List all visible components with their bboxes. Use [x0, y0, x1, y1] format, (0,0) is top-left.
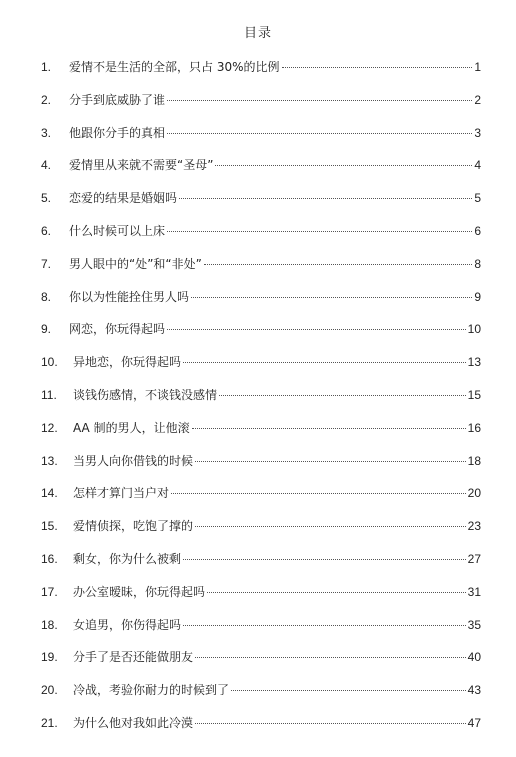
- toc-dot-leader: [195, 460, 466, 462]
- toc-entry-title: 剩女，你为什么被剩: [73, 551, 182, 566]
- toc-list: [41, 56, 481, 745]
- toc-entry-title: 谈钱伤感情，不谈钱没感情: [73, 387, 218, 402]
- toc-entry-number: 9.: [41, 322, 52, 337]
- toc-dot-leader: [282, 66, 473, 68]
- toc-dot-leader: [167, 132, 472, 134]
- toc-entry-page-number: 4: [474, 158, 481, 173]
- toc-entry-number: 18.: [41, 617, 58, 632]
- toc-entry-title: 你以为性能拴住男人吗: [69, 289, 190, 304]
- toc-dot-leader: [183, 361, 466, 363]
- toc-entry-title: AA 制的男人，让他滚: [73, 420, 190, 435]
- toc-title: 目录: [243, 26, 272, 41]
- toc-entry-number: 21.: [41, 715, 58, 730]
- toc-entry-number: 11.: [41, 387, 57, 402]
- toc-dot-leader: [179, 197, 472, 199]
- toc-entry-number: 14.: [41, 486, 58, 501]
- toc-entry-page-number: 13: [467, 355, 481, 370]
- toc-entry-page-number: 3: [474, 125, 481, 140]
- toc-dot-leader: [219, 394, 466, 396]
- toc-entry[interactable]: [41, 679, 481, 712]
- toc-entry[interactable]: [41, 646, 481, 679]
- toc-entry-title: 女追男，你伤得起吗: [73, 617, 182, 632]
- toc-entry-number: 13.: [41, 453, 58, 468]
- toc-entry[interactable]: [41, 122, 481, 155]
- toc-entry-title: 恋爱的结果是婚姻吗: [69, 191, 178, 206]
- toc-entry-page-number: 18: [467, 453, 481, 468]
- toc-entry-title: 怎样才算门当户对: [73, 486, 170, 501]
- toc-entry-page-number: 2: [474, 92, 481, 107]
- toc-entry[interactable]: [41, 286, 481, 319]
- toc-entry-title: 爱情侦探，吃饱了撑的: [73, 519, 194, 534]
- toc-entry-number: 19.: [41, 650, 58, 665]
- toc-dot-leader: [215, 164, 472, 166]
- toc-entry-number: 7.: [41, 256, 52, 271]
- toc-entry-number: 8.: [41, 289, 52, 304]
- toc-entry-number: 16.: [41, 551, 58, 566]
- toc-entry-page-number: 16: [467, 420, 481, 435]
- toc-entry[interactable]: [41, 154, 481, 187]
- toc-entry-title: 分手到底威胁了谁: [69, 92, 166, 107]
- toc-entry-page-number: 10: [467, 322, 481, 337]
- toc-dot-leader: [192, 427, 466, 429]
- toc-entry[interactable]: [41, 450, 481, 483]
- toc-dot-leader: [195, 722, 466, 724]
- toc-entry-number: 10.: [41, 355, 58, 370]
- toc-entry[interactable]: [41, 614, 481, 647]
- toc-dot-leader: [204, 263, 472, 265]
- toc-entry-title: 网恋，你玩得起吗: [69, 322, 166, 337]
- toc-dot-leader: [167, 230, 472, 232]
- toc-entry[interactable]: [41, 187, 481, 220]
- toc-dot-leader: [191, 296, 472, 298]
- toc-entry-page-number: 31: [467, 584, 481, 599]
- toc-entry-page-number: 8: [474, 256, 481, 271]
- toc-entry[interactable]: [41, 220, 481, 253]
- toc-entry-page-number: 6: [474, 223, 481, 238]
- toc-entry[interactable]: [41, 417, 481, 450]
- toc-entry-title: 他跟你分手的真相: [69, 125, 166, 140]
- toc-entry-title: 当男人向你借钱的时候: [73, 453, 194, 468]
- toc-entry-page-number: 35: [467, 617, 481, 632]
- toc-entry-page-number: 1: [474, 60, 481, 74]
- toc-entry-number: 3.: [41, 125, 52, 140]
- toc-entry-page-number: 23: [467, 519, 481, 534]
- toc-entry-title: 办公室暧昧，你玩得起吗: [73, 584, 206, 599]
- toc-entry-title: 爱情里从来就不需要“圣母”: [69, 158, 214, 173]
- toc-entry-number: 17.: [41, 584, 58, 599]
- toc-entry-title: 什么时候可以上床: [69, 223, 166, 238]
- toc-entry-page-number: 27: [467, 551, 481, 566]
- toc-entry-title: 分手了是否还能做朋友: [73, 650, 194, 665]
- toc-entry-page-number: 5: [474, 191, 481, 206]
- toc-entry-number: 5.: [41, 191, 52, 206]
- toc-entry-number: 4.: [41, 158, 52, 173]
- toc-entry[interactable]: [41, 351, 481, 384]
- toc-dot-leader: [195, 525, 466, 527]
- toc-entry[interactable]: [41, 318, 481, 351]
- toc-entry-title: 男人眼中的“处”和“非处”: [69, 256, 202, 271]
- toc-entry-title: 为什么他对我如此冷漠: [73, 715, 194, 730]
- toc-dot-leader: [167, 328, 466, 330]
- toc-entry[interactable]: [41, 712, 481, 745]
- toc-entry[interactable]: [41, 56, 481, 89]
- toc-dot-leader: [171, 492, 466, 494]
- toc-dot-leader: [183, 624, 466, 626]
- toc-entry-page-number: 20: [467, 486, 481, 501]
- toc-entry[interactable]: [41, 384, 481, 417]
- toc-entry[interactable]: [41, 482, 481, 515]
- toc-entry[interactable]: [41, 581, 481, 614]
- toc-entry-page-number: 15: [467, 387, 481, 402]
- toc-dot-leader: [207, 591, 466, 593]
- toc-entry-page-number: 40: [467, 650, 481, 665]
- toc-entry-number: 20.: [41, 683, 58, 698]
- toc-entry[interactable]: [41, 515, 481, 548]
- toc-entry-number: 2.: [41, 92, 52, 107]
- toc-entry-title: 冷战，考验你耐力的时候到了: [73, 683, 230, 698]
- toc-dot-leader: [167, 99, 472, 101]
- toc-entry-number: 12.: [41, 420, 58, 435]
- toc-dot-leader: [195, 656, 466, 658]
- toc-entry[interactable]: [41, 253, 481, 286]
- toc-entry-title: 异地恋，你玩得起吗: [73, 355, 182, 370]
- toc-entry-page-number: 9: [474, 289, 481, 304]
- toc-entry-page-number: 47: [467, 715, 481, 730]
- toc-dot-leader: [231, 689, 466, 691]
- toc-entry-number: 6.: [41, 223, 52, 238]
- toc-dot-leader: [183, 558, 466, 560]
- toc-entry-title: 爱情不是生活的全部，只占 30%的比例: [69, 60, 280, 74]
- toc-entry[interactable]: [41, 548, 481, 581]
- toc-entry-number: 1.: [41, 60, 52, 74]
- toc-entry-number: 15.: [41, 519, 58, 534]
- toc-entry[interactable]: [41, 89, 481, 122]
- toc-entry-page-number: 43: [467, 683, 481, 698]
